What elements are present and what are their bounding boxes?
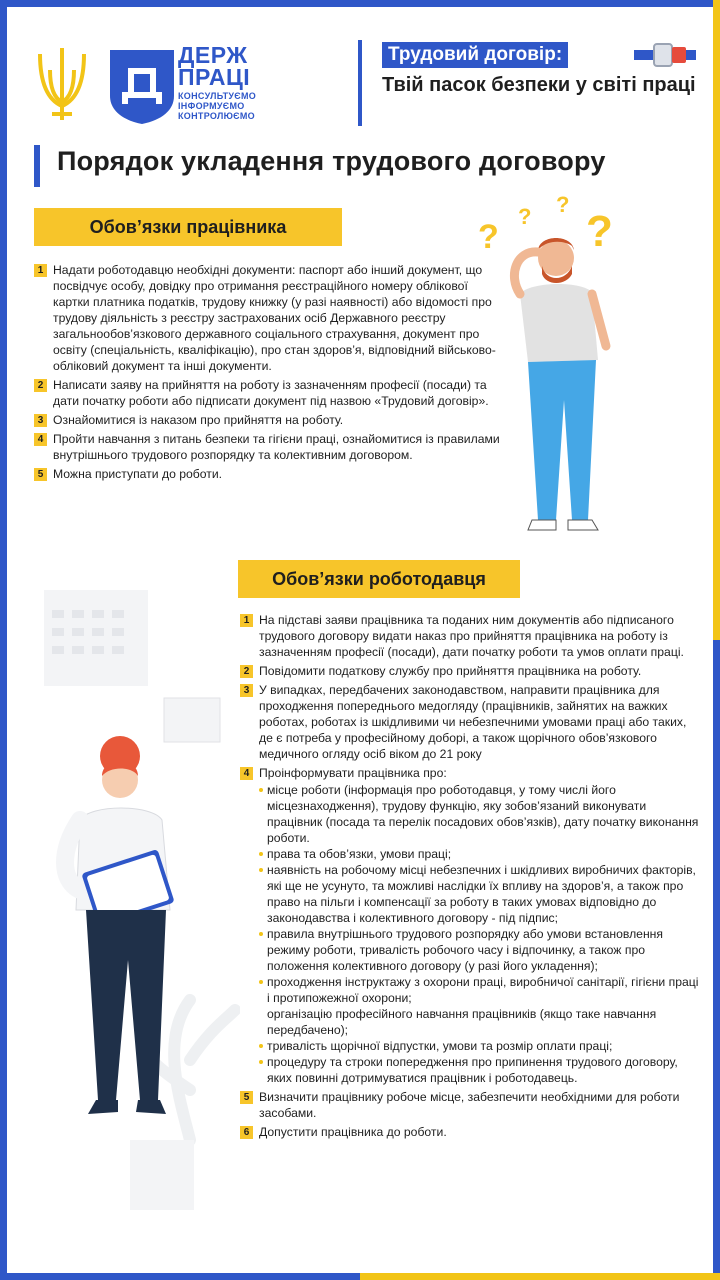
item-text: Пройти навчання з питань безпеки та гігієни праці, ознайомитися із правилами внутрішнього трудового розпорядку та колективним договором. (53, 432, 500, 462)
frame-accent-right (713, 0, 720, 640)
sublist-item: права та обов’язки, умови праці; (259, 846, 700, 862)
item-text: Проінформувати працівника про: (259, 766, 447, 780)
woman-with-clipboard-illustration (40, 580, 240, 1230)
item-text: У випадках, передбачених законодавством, направити працівника для проходження попереднього медогляду (працівників, зайнятих на важких роботах, роботах із шкідливими чи небезпечними умовами праці або таких, де є потреба у професійному доборі, а також щорічного обов’язкового медичного огляду осіб віком до 21 року (259, 683, 687, 761)
inform-sublist (259, 782, 700, 1086)
page-title: Порядок укладення трудового договору (57, 146, 606, 176)
item-number: 3 (240, 684, 253, 697)
frame-accent-bottom (360, 1273, 720, 1280)
svg-text:?: ? (586, 207, 613, 256)
item-number: 1 (240, 614, 253, 627)
item-number: 3 (34, 414, 47, 427)
item-text: Допустити працівника до роботи. (259, 1125, 447, 1139)
seatbelt-buckle-icon (634, 42, 696, 68)
sublist-item: наявність на робочому місці небезпечних і шкідливих виробничих факторів, які ще не усунуто, та можливі наслідки їх впливу на здоров’я, а також про право на пільги і компенсації за роботу в таких умовах відповідно до законодавства і колективного договору - під підпис; (259, 862, 700, 926)
badge-subtitle: Твій пасок безпеки у світі праці (382, 74, 696, 96)
title-accent-bar (34, 145, 40, 187)
item-text: Визначити працівнику робоче місце, забезпечити необхідними для роботи засобами. (259, 1090, 680, 1120)
thinking-man-illustration (468, 190, 628, 540)
list-item (240, 682, 700, 762)
item-text: Повідомити податкову службу про прийняття працівника на роботу. (259, 664, 642, 678)
logo-tag1: КОНСУЛЬТУЄМО (178, 91, 257, 101)
badge-title: Трудовий договір: (382, 42, 568, 68)
logo-line1: ДЕРЖ (178, 42, 248, 68)
item-number: 4 (34, 433, 47, 446)
list-item (34, 431, 504, 463)
logo-text (178, 44, 256, 121)
item-text: Надати роботодавцю необхідні документи: паспорт або інший документ, що посвідчує особу, довідку про отримання реєстраційного номеру облікової картки платника податків, трудову книжку (у разі наявності) або відомості про трудову діяльність з реєстру застрахованих осіб Державного реєстру загальнообов’язкового державного соціального страхування, документ про освіту (спеціальність, кваліфікацію), про стан здоров’я, відповідний військово-обліковий документ та інші документи. (53, 263, 496, 373)
worker-section-title: Обов’язки працівника (34, 208, 342, 246)
logo-line2: ПРАЦІ (178, 64, 251, 90)
list-item (34, 466, 504, 482)
logo-tag2: ІНФОРМУЄМО (178, 101, 245, 111)
sublist-item: проходження інструктажу з охорони праці, виробничої санітарії, гігієни праці і протипожежної охорони; (259, 974, 700, 1006)
list-item (34, 412, 504, 428)
list-item (240, 1089, 700, 1121)
sublist-item: тривалість щорічної відпустки, умови та розмір оплати праці; (259, 1038, 700, 1054)
worker-duties-list (34, 262, 504, 485)
item-number: 2 (240, 665, 253, 678)
header (28, 40, 698, 130)
item-number: 2 (34, 379, 47, 392)
list-item (34, 377, 504, 409)
item-text: Написати заяву на прийняття на роботу із зазначенням професії (посади) та дати початку роботи або підписати документ під назвою «Трудовий договір». (53, 378, 489, 408)
sublist-item: правила внутрішнього трудового розпорядку або умови встановлення режиму роботи, тривалість робочого часу і відпочинку, а також про положення колективного договору (у разі його укладення); (259, 926, 700, 974)
svg-text:?: ? (518, 204, 532, 229)
svg-text:?: ? (556, 192, 570, 217)
list-item (240, 612, 700, 660)
item-text: Ознайомитися із наказом про прийняття на роботу. (53, 413, 344, 427)
list-item (240, 765, 700, 1086)
campaign-badge (358, 40, 698, 126)
item-text: На підставі заяви працівника та поданих ним документів або підписаного трудового договору видати наказ про прийняття працівника на роботу із зазначенням професії (посади), дати початку роботи та умов оплати праці. (259, 613, 684, 659)
sublist-item: організацію професійного навчання працівників (якщо таке навчання передбачено); (267, 1007, 657, 1037)
trident-icon (34, 44, 90, 124)
list-item (240, 663, 700, 679)
list-item (240, 1124, 700, 1140)
sublist-item: місце роботи (інформація про роботодавця, у тому числі його місцезнаходження), трудову функцію, яку зобов’язаний виконувати працівник (посада та перелік посадових обов’язків), дату початку виконання роботи. (259, 782, 700, 846)
list-item (34, 262, 504, 374)
item-number: 5 (34, 468, 47, 481)
item-text: Можна приступати до роботи. (53, 467, 223, 481)
logo-tag3: КОНТРОЛЮЄМО (178, 111, 255, 121)
employer-section-title: Обов’язки роботодавця (238, 560, 520, 598)
item-number: 4 (240, 767, 253, 780)
item-number: 6 (240, 1126, 253, 1139)
employer-duties-list (240, 612, 700, 1143)
item-number: 1 (34, 264, 47, 277)
svg-text:?: ? (478, 218, 499, 256)
sublist-item: процедуру та строки попередження про припинення трудового договору, яких повинні дотримуватися працівник і роботодавець. (259, 1054, 700, 1086)
item-number: 5 (240, 1091, 253, 1104)
